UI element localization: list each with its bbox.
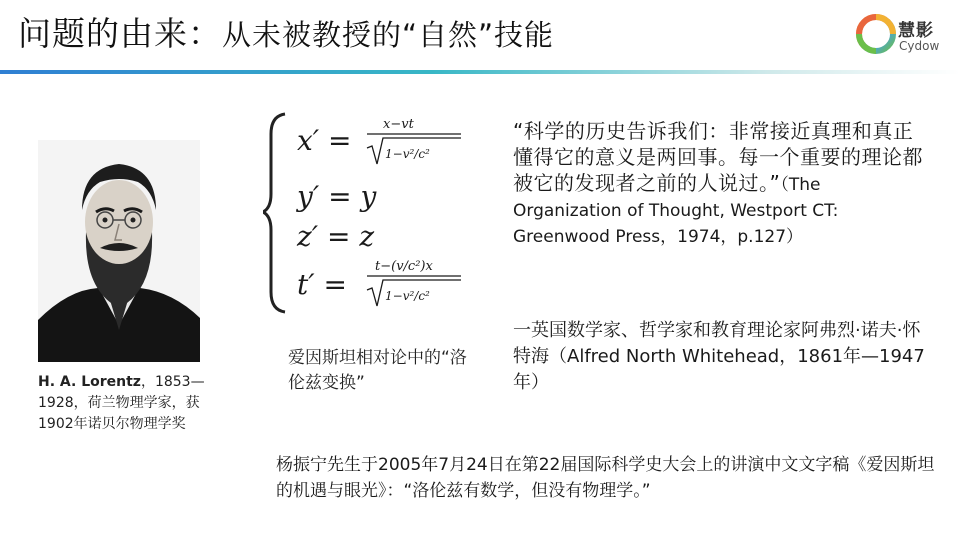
svg-text:z′ = z: z′ = z bbox=[297, 220, 375, 253]
svg-text:y′ = y: y′ = y bbox=[297, 180, 377, 213]
quote-text: “科学的历史告诉我们：非常接近真理和真正懂得它的意义是两回事。每一个重要的理论都被它的发现者之前的人说过。” bbox=[513, 119, 923, 195]
equation-x bbox=[297, 117, 461, 164]
header-divider bbox=[0, 70, 960, 74]
svg-text:1−v²/c²: 1−v²/c² bbox=[385, 147, 430, 161]
quote-source: （The Organization of Thought, Westport CT: Greenwood Press，1974，p.127） bbox=[513, 175, 856, 247]
portrait-caption bbox=[38, 372, 218, 435]
quote-attribution: 一英国数学家、哲学家和教育理论家阿弗烈·诺夫·怀特海（Alfred North Whitehead，1861年—1947年） bbox=[513, 320, 925, 393]
lorentz-portrait bbox=[38, 140, 200, 362]
lorentz-equations bbox=[263, 108, 463, 320]
logo-text-cn: 慧影 bbox=[898, 21, 934, 41]
svg-text:x′ =: x′ = bbox=[297, 124, 352, 157]
svg-text:1−v²/c²: 1−v²/c² bbox=[385, 289, 430, 303]
svg-text:t−(v/c²)x: t−(v/c²)x bbox=[375, 259, 433, 274]
ring-logo-icon bbox=[856, 14, 896, 54]
svg-text:t′ =: t′ = bbox=[297, 268, 347, 301]
slide-title bbox=[18, 14, 554, 55]
equations-caption: 爱因斯坦相对论中的“洛伦兹变换” bbox=[288, 348, 467, 393]
equation-y bbox=[295, 180, 377, 213]
whitehead-quote bbox=[513, 118, 933, 250]
title-sub: 从未被教授的“自然”技能 bbox=[222, 18, 555, 52]
yang-note: 杨振宁先生于2005年7月24日在第22届国际科学史大会上的讲演中文文字稿《爱因斯坦的机遇与眼光》：“洛伦兹有数学，但没有物理学。” bbox=[276, 455, 935, 501]
equation-t bbox=[297, 259, 461, 306]
svg-text:x−vt: x−vt bbox=[383, 117, 414, 132]
portrait-photo bbox=[38, 140, 200, 362]
portrait-name: H. A. Lorentz bbox=[38, 374, 141, 390]
portrait-bio: ，1853—1928，荷兰物理学家，获1902年诺贝尔物理学奖 bbox=[38, 374, 205, 432]
brand-logo bbox=[856, 12, 948, 62]
title-main: 问题的由来： bbox=[18, 14, 222, 53]
logo-text-en: Cydow bbox=[899, 39, 940, 53]
equation-z bbox=[296, 220, 374, 253]
